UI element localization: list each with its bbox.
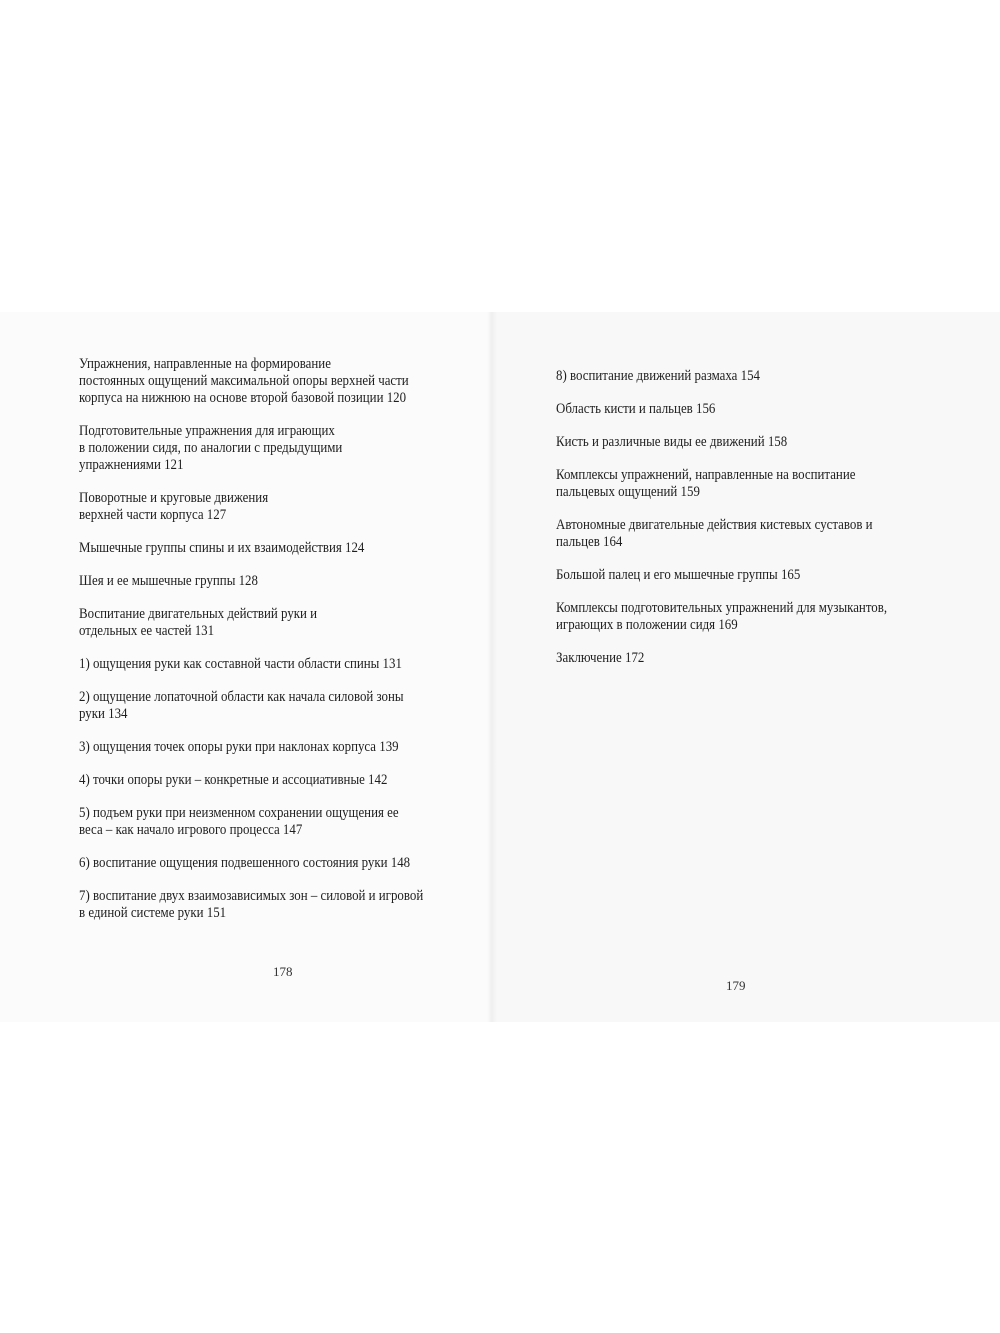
toc-entry: Комплексы подготовительных упражнений для музыкантов, играющих в положении сидя 169 — [556, 600, 888, 633]
toc-entry: 6) воспитание ощущения подвешенного состояния руки 148 — [79, 855, 411, 871]
toc-entry: Автономные двигательные действия кистевых суставов и пальцев 164 — [556, 517, 873, 550]
toc-entry: Поворотные и круговые движения верхней части корпуса 127 — [79, 490, 269, 523]
table-of-contents-right — [556, 368, 922, 683]
toc-entry: Упражнения, направленные на формирование постоянных ощущений максимальной опоры верхней части корпуса на нижнюю на основе второй базовой позиции 120 — [79, 356, 409, 406]
toc-entry: 5) подъем руки при неизменном сохранении ощущения ее веса – как начало игрового процесса 147 — [79, 805, 399, 838]
toc-entry: 2) ощущение лопаточной области как начала силовой зоны руки 134 — [79, 689, 404, 722]
toc-entry: Воспитание двигательных действий руки и отдельных ее частей 131 — [79, 606, 318, 639]
toc-entry: 4) точки опоры руки – конкретные и ассоциативные 142 — [79, 772, 388, 788]
toc-entry: Подготовительные упражнения для играющих в положении сидя, по аналогии с предыдущими упражнениями 121 — [79, 423, 343, 473]
toc-entry: 7) воспитание двух взаимозависимых зон – силовой и игровой в единой системе руки 151 — [79, 888, 424, 921]
toc-entry: Шея и ее мышечные группы 128 — [79, 573, 258, 589]
toc-entry: Мышечные группы спины и их взаимодействия 124 — [79, 540, 365, 556]
book-gutter — [487, 312, 497, 1022]
page-number-left: 178 — [273, 964, 293, 979]
toc-entry: Комплексы упражнений, направленные на воспитание пальцевых ощущений 159 — [556, 467, 856, 500]
toc-entry: 8) воспитание движений размаха 154 — [556, 368, 760, 384]
toc-entry: Область кисти и пальцев 156 — [556, 401, 716, 417]
toc-entry: Кисть и различные виды ее движений 158 — [556, 434, 788, 450]
page-number-right: 179 — [726, 978, 746, 993]
book-spread — [0, 312, 1000, 1022]
right-page — [492, 312, 1000, 1022]
toc-entry: 3) ощущения точек опоры руки при наклонах корпуса 139 — [79, 739, 399, 755]
left-page — [0, 312, 492, 1022]
table-of-contents-left — [79, 356, 445, 938]
toc-entry: Большой палец и его мышечные группы 165 — [556, 567, 801, 583]
toc-entry: Заключение 172 — [556, 650, 645, 666]
toc-entry: 1) ощущения руки как составной части области спины 131 — [79, 656, 402, 672]
